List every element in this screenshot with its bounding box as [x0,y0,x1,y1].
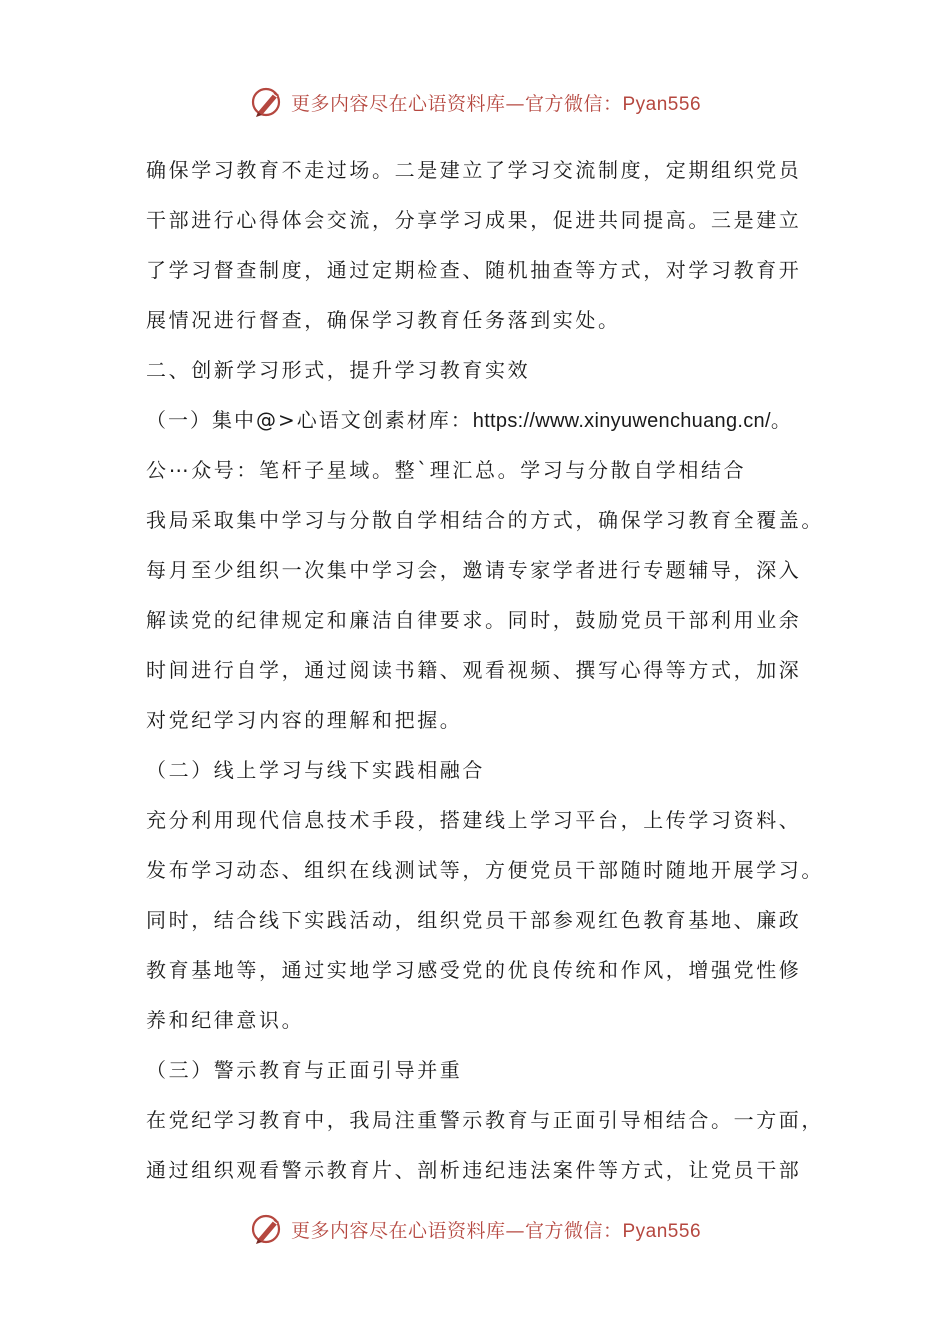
text-line: 确保学习教育不走过场。二是建立了学习交流制度，定期组织党员 [146,158,802,182]
footer-banner [0,1209,950,1249]
text-line: 在党纪学习教育中，我局注重警示教育与正面引导相结合。一方面， [146,1108,824,1132]
subsection-heading: （二）线上学习与线下实践相融合 [146,758,485,782]
section-heading: 二、创新学习形式，提升学习教育实效 [146,358,531,382]
text-line: 我局采取集中学习与分散自学相结合的方式，确保学习教育全覆盖。 [146,508,824,532]
text-line: 了学习督查制度，通过定期检查、随机抽查等方式，对学习教育开 [146,258,802,282]
website-link[interactable]: https://www.xinyuwenchuang.cn/ [472,410,771,432]
text-line: 发布学习动态、组织在线测试等，方便党员干部随时随地开展学习。 [146,858,824,882]
text-line: 对党纪学习内容的理解和把握。 [146,708,463,732]
pen-logo-icon [249,1211,285,1247]
header-banner-text [291,89,701,116]
text-line: 干部进行心得体会交流，分享学习成果，促进共同提高。三是建立 [146,208,802,232]
text-line: 同时，结合线下实践活动，组织党员干部参观红色教育基地、廉政 [146,908,802,932]
text-line: 公⋯众号：笔杆子星域。整`理汇总。学习与分散自学相结合 [146,458,747,482]
text-line: 充分利用现代信息技术手段，搭建线上学习平台，上传学习资料、 [146,808,802,832]
subsection-heading-with-link [146,400,826,450]
url-line-prefix: （一）集中@>心语文创素材库： [146,408,473,432]
footer-wechat-id: Pyan556 [622,1220,702,1242]
text-line: 时间进行自学，通过阅读书籍、观看视频、撰写心得等方式，加深 [146,658,802,682]
footer-banner-text [291,1216,701,1243]
text-line: 展情况进行督查，确保学习教育任务落到实处。 [146,308,621,332]
pen-logo-icon [249,84,285,120]
text-line: 每月至少组织一次集中学习会，邀请专家学者进行专题辅导，深入 [146,558,802,582]
text-line: 通过组织观看警示教育片、剖析违纪违法案件等方式，让党员干部 [146,1158,802,1182]
text-line: 教育基地等，通过实地学习感受党的优良传统和作风，增强党性修 [146,958,802,982]
url-line-suffix: 。 [770,408,793,432]
text-line: 养和纪律意识。 [146,1008,305,1032]
subsection-heading: （三）警示教育与正面引导并重 [146,1058,463,1082]
header-wechat-id: Pyan556 [622,93,702,115]
header-banner [0,82,950,122]
document-body [146,150,826,1200]
header-banner-label: 更多内容尽在心语资料库—官方微信： [290,92,623,115]
text-line: 解读党的纪律规定和廉洁自律要求。同时，鼓励党员干部利用业余 [146,608,802,632]
footer-banner-label: 更多内容尽在心语资料库—官方微信： [290,1219,623,1242]
